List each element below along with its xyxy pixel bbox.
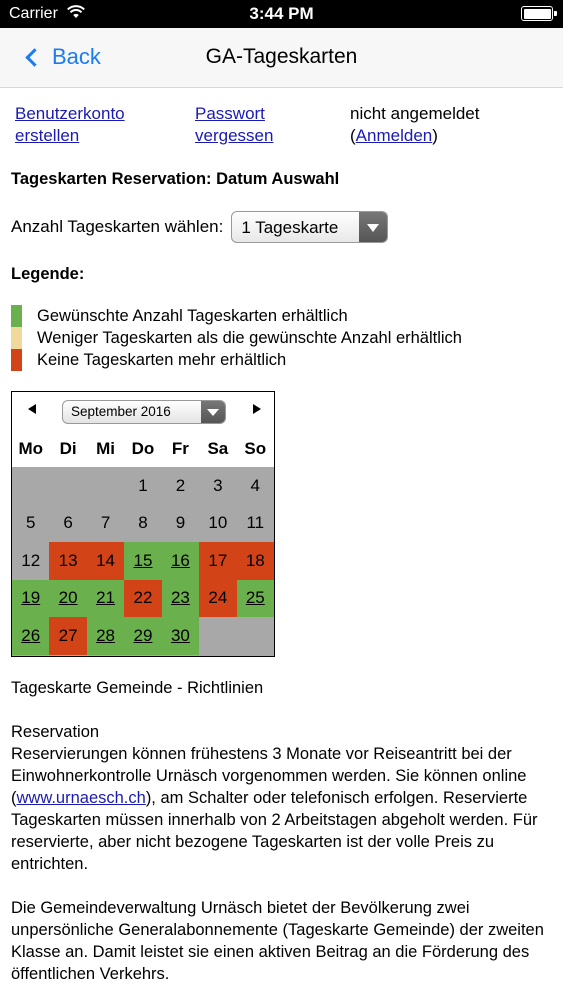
paren-close: )	[432, 126, 438, 145]
login-status-text: nicht angemeldet	[350, 104, 480, 123]
clock: 3:44 PM	[249, 4, 314, 23]
calendar-blank-cell	[199, 617, 236, 655]
month-label: September 2016	[71, 404, 171, 419]
calendar	[11, 391, 275, 657]
calendar-day: 18	[237, 542, 274, 580]
guidelines-title: Tageskarte Gemeinde - Richtlinien	[11, 679, 264, 697]
guidelines	[11, 677, 563, 1000]
calendar-day: 13	[49, 542, 86, 580]
paragraph-2: Die Gemeindeverwaltung Urnäsch bietet der Bevölkerung zwei unpersönliche Generalabonnemente (Tageskarte Gemeinde) der zweiten Klasse an. Damit leistet sie einen aktiven Beitrag an die Förderung des öffentlichen Verkehrs.	[11, 899, 544, 983]
weekday-label: So	[244, 438, 267, 458]
legend-label: Keine Tageskarten mehr erhältlich	[37, 350, 287, 369]
legend	[11, 305, 462, 371]
calendar-day[interactable]: 30	[162, 617, 199, 655]
weekday-label: Fr	[171, 438, 189, 458]
calendar-day: 8	[124, 505, 161, 543]
battery-icon	[521, 6, 553, 21]
calendar-blank-cell	[49, 467, 86, 505]
legend-swatch	[11, 305, 22, 327]
chevron-down-icon	[359, 212, 387, 242]
carrier-label: Carrier	[9, 5, 58, 22]
paren-open: (	[350, 126, 356, 145]
calendar-day: 17	[199, 542, 236, 580]
previous-month-icon[interactable]	[28, 404, 36, 414]
calendar-day: 11	[237, 505, 274, 543]
calendar-day[interactable]: 20	[49, 580, 86, 618]
forgot-password-link[interactable]: Passwort vergessen	[195, 104, 274, 145]
calendar-day[interactable]: 25	[237, 580, 274, 618]
website-link[interactable]: www.urnaesch.ch	[16, 789, 146, 807]
calendar-day: 1	[124, 467, 161, 505]
login-link[interactable]: Anmelden	[355, 126, 433, 145]
calendar-day: 22	[124, 580, 161, 618]
legend-item	[11, 349, 462, 371]
calendar-blank-cell	[12, 467, 49, 505]
count-selector-row	[11, 211, 388, 243]
calendar-day: 3	[199, 467, 236, 505]
legend-swatch	[11, 349, 22, 371]
weekday-label: Sa	[207, 438, 229, 458]
chevron-down-icon	[201, 401, 225, 423]
reservation-text-2: ), am Schalter oder telefonisch erfolgen. Reservierte Tageskarten müssen innerhalb von 2 Arbeitstagen abgeholt werden. Für reservierte, aber nicht bezogene Tageskarten ist der volle Preis zu entrichten.	[11, 789, 538, 873]
calendar-day[interactable]: 23	[162, 580, 199, 618]
calendar-day: 5	[12, 505, 49, 543]
count-selector-label: Anzahl Tageskarten wählen:	[11, 217, 224, 236]
legend-title: Legende:	[11, 265, 85, 283]
calendar-day: 27	[49, 617, 86, 655]
calendar-day[interactable]: 15	[124, 542, 161, 580]
calendar-day[interactable]: 26	[12, 617, 49, 655]
next-month-icon[interactable]	[253, 404, 261, 414]
calendar-grid	[12, 467, 274, 655]
calendar-day: 6	[49, 505, 86, 543]
calendar-day: 7	[87, 505, 124, 543]
calendar-day[interactable]: 28	[87, 617, 124, 655]
back-label: Back	[52, 44, 101, 69]
legend-label: Gewünschte Anzahl Tageskarten erhältlich	[37, 306, 348, 325]
login-status	[350, 103, 560, 147]
calendar-blank-cell	[237, 617, 274, 655]
weekday-label: Do	[131, 438, 155, 458]
calendar-day: 4	[237, 467, 274, 505]
calendar-blank-cell	[87, 467, 124, 505]
legend-item	[11, 327, 462, 349]
calendar-day: 24	[199, 580, 236, 618]
weekday-label: Di	[59, 438, 77, 458]
calendar-day[interactable]: 16	[162, 542, 199, 580]
calendar-day: 10	[199, 505, 236, 543]
calendar-day: 2	[162, 467, 199, 505]
calendar-day: 9	[162, 505, 199, 543]
status-bar	[0, 0, 563, 28]
calendar-header	[12, 392, 274, 430]
weekday-label: Mo	[18, 438, 43, 458]
weekday-header	[12, 430, 274, 467]
legend-swatch	[11, 327, 22, 349]
calendar-day: 12	[12, 542, 49, 580]
section-heading: Tageskarten Reservation: Datum Auswahl	[11, 170, 340, 188]
count-selector-value: 1 Tageskarte	[241, 218, 339, 237]
month-selector[interactable]	[62, 400, 226, 424]
page-title: GA-Tageskarten	[205, 45, 358, 68]
calendar-day[interactable]: 21	[87, 580, 124, 618]
calendar-day: 14	[87, 542, 124, 580]
reservation-section	[11, 721, 563, 875]
legend-label: Weniger Tageskarten als die gewünschte Anzahl erhältlich	[37, 328, 462, 347]
reservation-title: Reservation	[11, 723, 100, 741]
reservation-text-1: Reservierungen können frühestens 3 Monate vor Reiseantritt bei der Einwohnerkontrolle Urnäsch vorgenommen werden. Sie können online (	[11, 745, 527, 807]
legend-item	[11, 305, 462, 327]
navigation-bar	[0, 28, 563, 88]
count-selector[interactable]	[231, 211, 388, 243]
calendar-day[interactable]: 29	[124, 617, 161, 655]
calendar-day[interactable]: 19	[12, 580, 49, 618]
create-account-link[interactable]: Benutzerkonto erstellen	[15, 104, 125, 145]
weekday-label: Mi	[96, 438, 115, 458]
